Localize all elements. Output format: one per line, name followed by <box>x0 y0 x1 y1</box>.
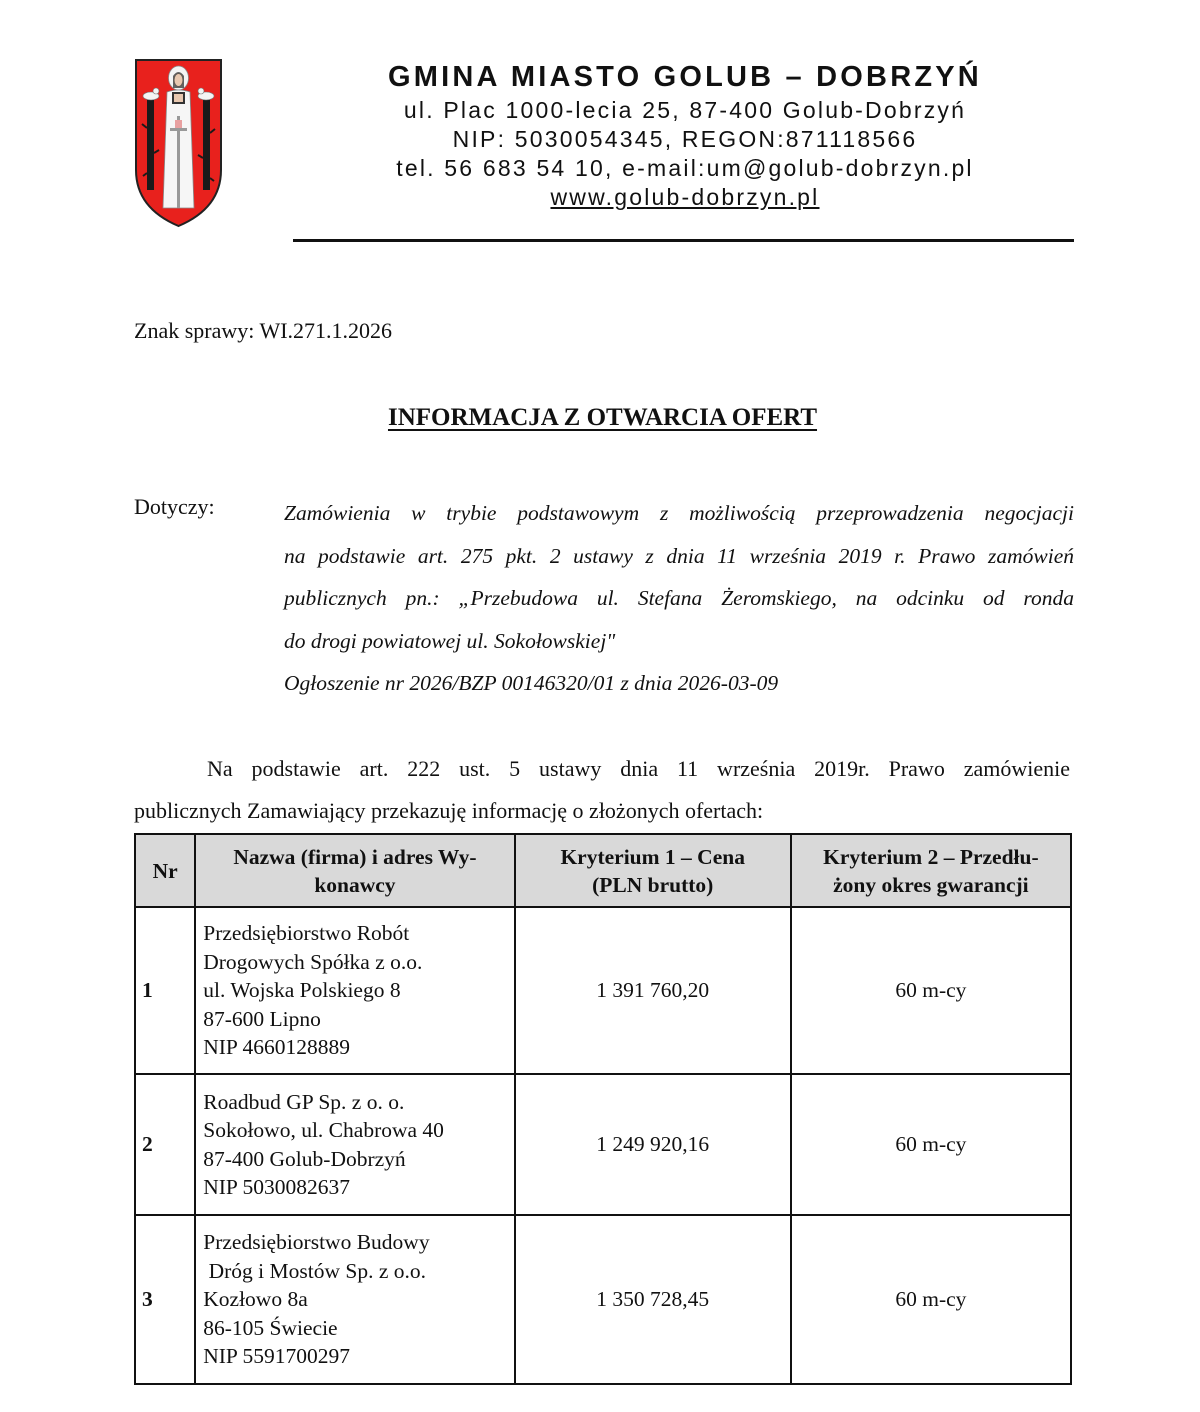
contractor-line: Sokołowo, ul. Chabrowa 40 <box>203 1118 444 1143</box>
document-title-container <box>0 404 1200 432</box>
municipality-address: ul. Plac 1000-lecia 25, 87-400 Golub-Dobrzyń <box>403 97 967 123</box>
municipality-ids: NIP: 5030054345, REGON:871118566 <box>452 126 918 152</box>
header-contractor <box>195 834 514 907</box>
offer-nr: 1 <box>135 907 195 1074</box>
header-warranty-line: Kryterium 2 – Przedłu- <box>823 844 1039 869</box>
contractor-line: 87-400 Golub-Dobrzyń <box>203 1146 406 1171</box>
regarding-line: do drogi powiatowej ul. Sokołowskiej" <box>284 628 616 653</box>
coat-of-arms-icon <box>134 58 223 228</box>
announcement-line: Ogłoszenie nr 2026/BZP 00146320/01 z dnia 2026-03-09 <box>284 671 779 695</box>
offer-price: 1 391 760,20 <box>515 907 791 1074</box>
intro-line: publicznych Zamawiający przekazuję informację o złożonych ofertach: <box>134 798 764 823</box>
regarding-line: na podstawie art. 275 pkt. 2 ustawy z dnia 11 września 2019 r. Prawo zamówień <box>284 543 1074 568</box>
website-link[interactable]: www.golub-dobrzyn.pl <box>550 184 820 210</box>
header-nr: Nr <box>135 834 195 907</box>
contractor-line: Przedsiębiorstwo Robót <box>203 921 410 946</box>
contractor-line: NIP 5030082637 <box>203 1174 350 1199</box>
contractor-line: Drogowych Spółka z o.o. <box>203 949 423 974</box>
offer-warranty: 60 m-cy <box>791 1074 1071 1215</box>
contractor-line: Dróg i Mostów Sp. z o.o. <box>203 1258 427 1283</box>
offer-contractor <box>195 1215 514 1384</box>
header-warranty-line: żony okres gwarancji <box>833 872 1029 897</box>
intro-paragraph <box>134 748 1070 832</box>
offers-table <box>134 833 1072 1385</box>
offer-contractor <box>195 907 514 1074</box>
header-warranty <box>791 834 1071 907</box>
header-divider <box>293 239 1074 242</box>
header-contractor-line: Nazwa (firma) i adres Wy- <box>233 844 477 869</box>
header-price-line: Kryterium 1 – Cena <box>560 844 745 869</box>
document-title: INFORMACJA Z OTWARCIA OFERT <box>387 404 818 431</box>
intro-line: Na podstawie art. 222 ust. 5 ustawy dnia 11 września 2019r. Prawo zamówienie <box>207 756 1070 781</box>
contractor-line: NIP 5591700297 <box>203 1344 350 1369</box>
letterhead <box>295 58 1075 212</box>
regarding-label: Dotyczy: <box>134 494 215 519</box>
municipality-contact: tel. 56 683 54 10, e-mail:um@golub-dobrzyn.pl <box>396 155 974 181</box>
header-price-line: (PLN brutto) <box>592 872 714 897</box>
contractor-line: ul. Wojska Polskiego 8 <box>203 978 401 1003</box>
table-row <box>135 1074 1071 1215</box>
offer-warranty: 60 m-cy <box>791 1215 1071 1384</box>
contractor-line: 87-600 Lipno <box>203 1006 321 1031</box>
contractor-line: NIP 4660128889 <box>203 1035 350 1060</box>
table-header-row <box>135 834 1071 907</box>
contractor-line: Roadbud GP Sp. z o. o. <box>203 1089 405 1114</box>
regarding-text <box>284 492 1074 705</box>
regarding-line: publicznych pn.: „Przebudowa ul. Stefana Żeromskiego, na odcinku od ronda <box>284 586 1074 610</box>
municipality-name: GMINA MIASTO GOLUB – DOBRZYŃ <box>388 61 982 93</box>
case-number: Znak sprawy: WI.271.1.2026 <box>134 318 393 343</box>
offer-price: 1 249 920,16 <box>515 1074 791 1215</box>
offer-contractor <box>195 1074 514 1215</box>
offer-nr: 2 <box>135 1074 195 1215</box>
offer-nr: 3 <box>135 1215 195 1384</box>
contractor-line: Przedsiębiorstwo Budowy <box>203 1230 430 1255</box>
offer-price: 1 350 728,45 <box>515 1215 791 1384</box>
contractor-line: Kozłowo 8a <box>203 1287 308 1312</box>
regarding-line: Zamówienia w trybie podstawowym z możliwością przeprowadzenia negocjacji <box>284 501 1074 525</box>
contractor-line: 86-105 Świecie <box>203 1315 338 1340</box>
offer-warranty: 60 m-cy <box>791 907 1071 1074</box>
table-row <box>135 1215 1071 1384</box>
header-price <box>515 834 791 907</box>
header-contractor-line: konawcy <box>314 872 396 897</box>
table-row <box>135 907 1071 1074</box>
